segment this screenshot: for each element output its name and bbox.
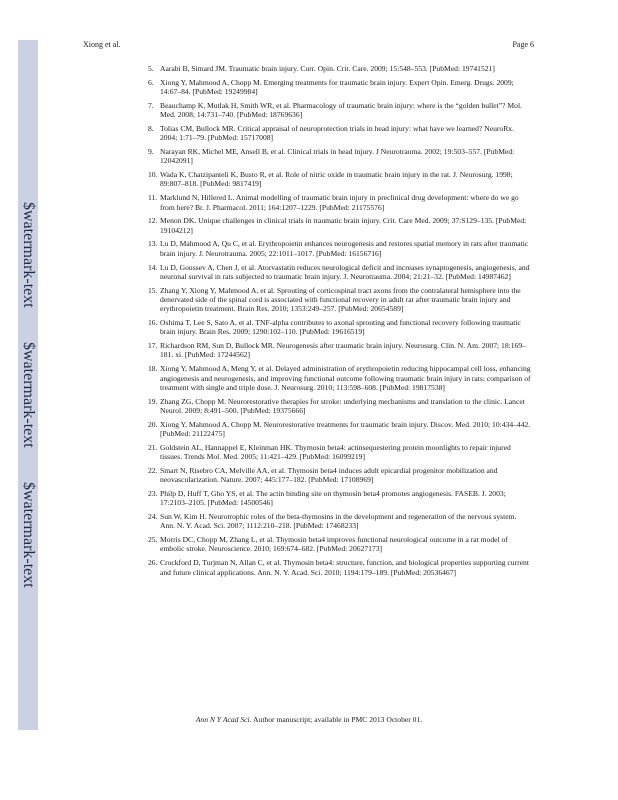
reference-number: 21.: [148, 442, 158, 452]
reference-number: 6.: [148, 77, 154, 87]
reference-item: [148, 466, 532, 485]
reference-item: [148, 535, 532, 554]
reference-text: Philp D, Huff T, Gho YS, et al. The actin binding site on thymosin beta4 promotes angiogenesis. FASEB. J. 2003; 17:2103–2105. [PubMed: 14500546]: [160, 488, 506, 508]
reference-text: Wada K, Chatzipanteli K, Busto R, et al. Role of nitric oxide in traumatic brain injury in the rat. J. Neurosurg. 1998; 89:807–818. [PubMed: 9817419]: [160, 170, 513, 189]
reference-item: [148, 78, 532, 97]
reference-item: [148, 558, 532, 577]
reference-text: Lu D, Goussev A, Chen J, et al. Atorvastatin reduces neurological deficit and increases synaptogenesis, angiogenesis, and neuronal survival in rats subjected to traumatic brain injury. J. Neurotrauma. 2004; 21:21–32. [PubMed: 14987462]: [160, 262, 530, 281]
reference-text: Lu D, Mahmood A, Qu C, et al. Erythropoietin enhances neurogenesis and restores spatial memory in rats after traumatic brain injury. J. Neurotrauma. 2005; 22:1011–1017. [PubMed: 16156716]: [160, 239, 529, 258]
footer-note: . Author manuscript; available in PMC 2013 October 01.: [249, 715, 423, 724]
reference-number: 10.: [148, 170, 158, 180]
reference-text: Xiong Y, Mahmood A, Meng Y, et al. Delayed administration of erythropoietin reducing hippocampal cell loss, enhancing angiogenesis and neurogenesis, and improving functional outcome following traumatic brain injury in rats: comparison of treatment with single and triple dose. J. Neurosurg. 2010; 113:598–608. [PubMed: 19817538]: [160, 364, 531, 392]
reference-item: [148, 216, 532, 235]
reference-item: [148, 420, 532, 439]
reference-item: [148, 286, 532, 314]
reference-text: Goldstein AL, Hannappel E, Kleinman HK. Thymosin beta4: actinsequestering protein moonlights to repair injured tissues. Trends Mol. Med. 2005; 11:421–429. [PubMed: 16099219]: [160, 442, 511, 462]
running-header-authors: Xiong et al.: [83, 40, 121, 49]
reference-number: 17.: [148, 341, 158, 351]
reference-number: 18.: [148, 364, 158, 374]
reference-item: [148, 397, 532, 416]
reference-text: Morris DC, Chopp M, Zhang L, et al. Thymosin beta4 improves functional neurological outcome in a rat model of embolic stroke. Neuroscience. 2010; 169:674–682. [PubMed: 20627173]: [160, 535, 508, 554]
reference-text: Beauchamp K, Mutlak H, Smith WR, et al. Pharmacology of traumatic brain injury: where is the “golden bullet”? Mol. Med. 2008; 14:731–740. [PubMed: 18769636]: [160, 100, 522, 120]
reference-text: Zhang Y, Xiong Y, Mahmood A, et al. Sprouting of corticospinal tract axons from the contralateral hemisphere into the denervated side of the spinal cord is associated with functional recovery in adult rat after traumatic brain injury and erythropoietin treatment. Brain Res. 2010; 1353:249–257. [PubMed: 20654589]: [160, 285, 521, 314]
reference-item: [148, 263, 532, 282]
reference-text: Richardson RM, Sun D, Bullock MR. Neurogenesis after traumatic brain injury. Neurosurg. Clin. N. Am. 2007; 18:169–181. xi. [PubMed: 17244562]: [160, 341, 526, 360]
reference-text: Smart N, Risebro CA, Melville AA, et al. Thymosin beta4 induces adult epicardial progenitor mobilization and neovascularization. Nature. 2007; 445:177–182. [PubMed: 17108969]: [160, 465, 498, 485]
reference-number: 8.: [148, 123, 154, 133]
reference-item: [148, 443, 532, 462]
reference-number: 26.: [148, 558, 158, 568]
reference-text: Marklund N, Hillered L. Animal modelling of traumatic brain injury in preclinical drug development: where do we go from here? Br. J. Pharmacol. 2011; 164:1207–1229. [PubMed: 21175576]: [160, 193, 519, 212]
reference-item: [148, 101, 532, 120]
reference-number: 9.: [148, 147, 154, 157]
reference-number: 14.: [148, 262, 158, 272]
reference-number: 11.: [148, 193, 158, 203]
reference-number: 22.: [148, 465, 158, 475]
reference-item: [148, 364, 532, 392]
reference-text: Sun W, Kim H. Neurotrophic roles of the beta-thymosins in the development and regeneration of the nervous system. Ann. N. Y. Acad. Sci. 2007; 1112:210–218. [PubMed: 17468233]: [160, 512, 517, 531]
reference-list: [148, 64, 532, 581]
reference-item: [148, 512, 532, 531]
reference-text: Xiong Y, Mahmood A, Chopp M. Neurorestorative treatments for traumatic brain injury. Discov. Med. 2010; 10:434–442. [PubMed: 21122475]: [160, 419, 531, 438]
reference-text: Xiong Y, Mahmood A, Chopp M. Emerging treatments for traumatic brain injury. Expert Opin. Emerg. Drugs. 2009; 14:67–84. [PubMed: 19249984]: [160, 77, 514, 97]
reference-number: 25.: [148, 535, 158, 545]
page-number: Page 6: [512, 40, 534, 49]
reference-text: Aarabi B, Simard JM. Traumatic brain injury. Curr. Opin. Crit. Care. 2009; 15:548–553. [PubMed: 19741521]: [160, 64, 495, 73]
reference-number: 13.: [148, 239, 158, 249]
reference-number: 5.: [148, 64, 154, 73]
reference-number: 19.: [148, 396, 158, 406]
reference-text: Crockford D, Turjman N, Allan C, et al. Thymosin beta4: structure, function, and biological properties supporting current and future clinical applications. Ann. N. Y. Acad. Sci. 2010; 1194:179–189. [PubMed: 20536467]: [160, 558, 529, 577]
footer-journal: Ann N Y Acad Sci: [195, 715, 250, 724]
reference-number: 7.: [148, 100, 154, 110]
watermark-2: $watermark-text: [20, 342, 37, 448]
reference-number: 24.: [148, 512, 158, 522]
reference-item: [148, 318, 532, 337]
reference-number: 16.: [148, 318, 158, 328]
reference-item: [148, 147, 532, 166]
reference-item: [148, 489, 532, 508]
watermark-3: $watermark-text: [20, 482, 37, 588]
reference-number: 12.: [148, 216, 158, 226]
reference-text: Menon DK. Unique challenges in clinical trials in traumatic brain injury. Crit. Care Med. 2009; 37:S129–135. [PubMed: 19104212]: [160, 216, 527, 235]
reference-item: [148, 124, 532, 143]
reference-text: Narayan RK, Michel ME, Ansell B, et al. Clinical trials in head injury. J Neurotrauma. 2002; 19:503–557. [PubMed: 12042091]: [160, 147, 515, 166]
reference-item: [148, 341, 532, 360]
reference-text: Tolias CM, Bullock MR. Critical appraisal of neuroprotection trials in head injury: what have we learned? NeuroRx. 2004; 1:71–79. [PubMed: 15717008]: [160, 123, 514, 143]
reference-number: 23.: [148, 488, 158, 498]
page-footer: [0, 715, 618, 724]
reference-number: 15.: [148, 285, 158, 295]
watermark-1: $watermark-text: [20, 202, 37, 308]
reference-item: [148, 193, 532, 212]
reference-text: Oshima T, Lee S, Sato A, et al. TNF-alpha contributes to axonal sprouting and functional recovery following traumatic brain injury. Brain Res. 2009; 1290:102–110. [PubMed: 19616519]: [160, 318, 521, 337]
reference-item: [148, 170, 532, 189]
reference-item: [148, 239, 532, 258]
reference-item: [148, 64, 532, 73]
reference-text: Zhang ZG, Chopp M. Neurorestorative therapies for stroke: underlying mechanisms and translation to the clinic. Lancet Neurol. 2009; 8:491–500. [PubMed: 19375666]: [160, 396, 525, 415]
reference-number: 20.: [148, 419, 158, 429]
